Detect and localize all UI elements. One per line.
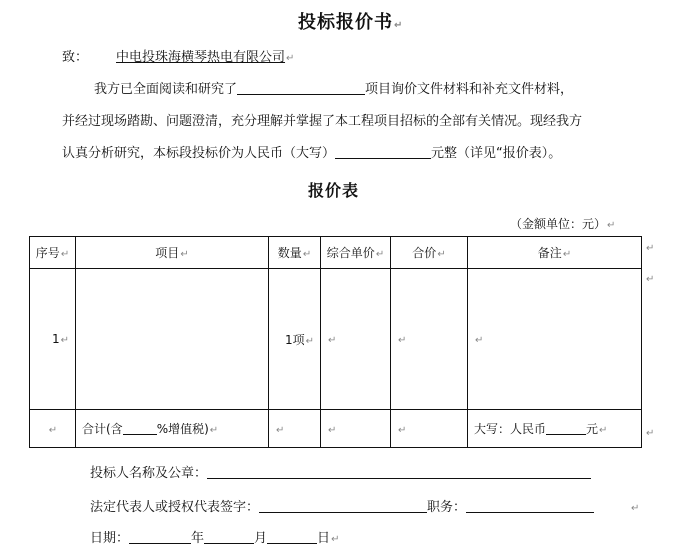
cell-quantity: ↵ [269,410,321,448]
year-label: 年 [191,531,205,546]
cell-no: ↵ [30,410,76,448]
position-blank[interactable] [466,498,594,513]
cell-total[interactable]: ↵ [391,269,468,410]
cell-item[interactable] [76,269,269,410]
date-line [90,527,339,546]
table-row [30,269,642,410]
capital-amount-blank[interactable] [546,420,586,435]
quote-table-title: 报价表 [308,181,360,200]
paragraph-mark-icon: ↵ [646,243,655,254]
representative-line [90,496,639,515]
day-label: 日 [317,531,331,546]
body-line-2 [62,110,582,129]
bidder-name-blank[interactable] [207,464,591,479]
body-text: 认真分析研究，本标段投标价为人民币（大写） [62,146,336,161]
body-text: 项目询价文件材料和补充文件材料， [365,82,574,97]
body-line-3 [62,142,561,161]
month-label: 月 [254,531,268,546]
paragraph-mark-icon: ↵ [394,20,404,31]
addressee-line [62,46,294,65]
date-label: 日期： [90,531,130,546]
body-text: 我方已全面阅读和研究了 [94,82,238,97]
cell-capital-amount: 大写：人民币 元↵ [468,410,642,448]
cell-remark[interactable]: ↵ [468,269,642,410]
header-remark: 备注↵ [468,237,642,269]
project-name-blank[interactable] [237,80,365,95]
document-title: 投标报价书↵ [298,12,404,33]
cell-no: 1↵ [30,269,76,410]
cell-total-label: 合计(含 %增值税)↵ [76,410,269,448]
representative-label: 法定代表人或授权代表签字： [90,500,260,515]
body-text: 并经过现场踏勘、问题澄清，充分理解并掌握了本工程项目招标的全部有关情况。现经我方 [62,114,583,129]
header-item: 项目↵ [76,237,269,269]
header-total: 合价↵ [391,237,468,269]
representative-signature-blank[interactable] [259,498,427,513]
paragraph-mark-icon: ↵ [331,534,340,545]
quote-table [29,236,642,448]
recipient-name: 中电投珠海横琴热电有限公司 [116,50,286,65]
paragraph-mark-icon: ↵ [646,428,655,439]
bidder-label: 投标人名称及公章： [90,466,208,481]
cell-unit-price: ↵ [321,410,391,448]
body-line-1 [94,78,573,97]
month-blank[interactable] [204,529,254,544]
table-header-row [30,237,642,269]
bid-amount-blank[interactable] [335,144,431,159]
bidder-line [90,462,591,481]
position-label: 职务： [427,500,467,515]
cell-grand-total[interactable]: ↵ [391,410,468,448]
header-quantity: 数量↵ [269,237,321,269]
paragraph-mark-icon: ↵ [646,274,655,285]
cell-unit-price[interactable]: ↵ [321,269,391,410]
to-label: 致： [62,50,89,65]
paragraph-mark-icon: ↵ [607,220,616,231]
header-no: 序号↵ [30,237,76,269]
day-blank[interactable] [267,529,317,544]
year-blank[interactable] [129,529,191,544]
unit-note: （金额单位：元）↵ [510,217,616,231]
table-total-row [30,410,642,448]
paragraph-mark-icon: ↵ [286,53,295,64]
body-text: 元整（详见“报价表）。 [431,146,562,161]
paragraph-mark-icon: ↵ [631,503,640,514]
header-unit-price: 综合单价↵ [321,237,391,269]
vat-rate-blank[interactable] [123,420,157,435]
cell-quantity[interactable]: 1项↵ [269,269,321,410]
